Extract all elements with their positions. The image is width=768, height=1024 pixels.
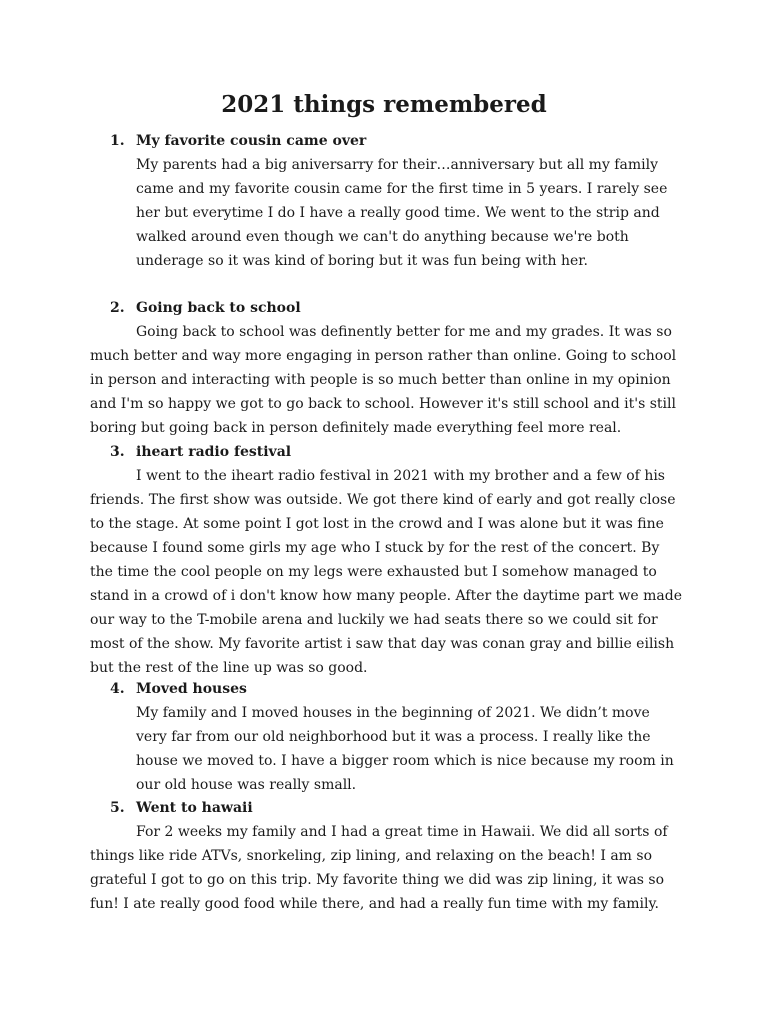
list-item-heading [90,129,684,153]
list-item-title: Going back to school [136,300,301,316]
list-item-heading [90,677,684,701]
list-item-4 [90,677,684,797]
list-item-1 [90,129,684,273]
list-item-number: 1. [110,133,125,149]
list-item-heading [90,796,684,820]
list-item-title: Moved houses [136,681,247,697]
list-item-2 [90,296,684,440]
list-item-title: iheart radio festival [136,444,292,460]
list-item-number: 3. [110,444,125,460]
list-item-number: 4. [110,681,125,697]
list-item-5 [90,796,684,916]
list-item-number: 5. [110,800,125,816]
list-item-body: I went to the iheart radio festival in 2021 with my brother and a few of his friends. The first show was outside. We got there kind of early and got really close to the stage. At some point I got lost in the crowd and I was alone but it was fine because I found some girls my age who I stuck by for the rest of the concert. By the time the cool people on my legs were exhausted but I somehow managed to stand in a crowd of i don't know how many people. After the daytime part we made our way to the T-mobile arena and luckily we had seats there so we could sit for most of the show. My favorite artist i saw that day was conan gray and billie eilish but the rest of the line up was so good. [90,468,683,676]
list-item-title: Went to hawaii [136,800,253,816]
list-item-3 [90,440,684,680]
list-item-body: My family and I moved houses in the beginning of 2021. We didn’t move very far from our old neighborhood but it was a process. I really like the house we moved to. I have a bigger room which is nice because my room in our old house was really small. [136,705,674,793]
list-item-heading [90,296,684,320]
list-item-heading [90,440,684,464]
list-item-body: For 2 weeks my family and I had a great time in Hawaii. We did all sorts of things like ride ATVs, snorkeling, zip lining, and relaxing on the beach! I am so grateful I got to go on this trip. My favorite thing we did was zip lining, it was so fun! I ate really good food while there, and had a really fun time with my family. [90,824,668,912]
document-title: 2021 things remembered [221,91,547,118]
list-item-number: 2. [110,300,125,316]
list-item-title: My favorite cousin came over [136,133,367,149]
list-item-body: My parents had a big aniversarry for their…anniversary but all my family came and my favorite cousin came for the first time in 5 years. I rarely see her but everytime I do I have a really good time. We went to the strip and walked around even though we can't do anything because we're both underage so it was kind of boring but it was fun being with her. [136,157,668,269]
list-item-body: Going back to school was definently better for me and my grades. It was so much better and way more engaging in person rather than online. Going to school in person and interacting with people is so much better than online in my opinion and I'm so happy we got to go back to school. However it's still school and it's still boring but going back in person definitely made everything feel more real. [90,324,677,436]
